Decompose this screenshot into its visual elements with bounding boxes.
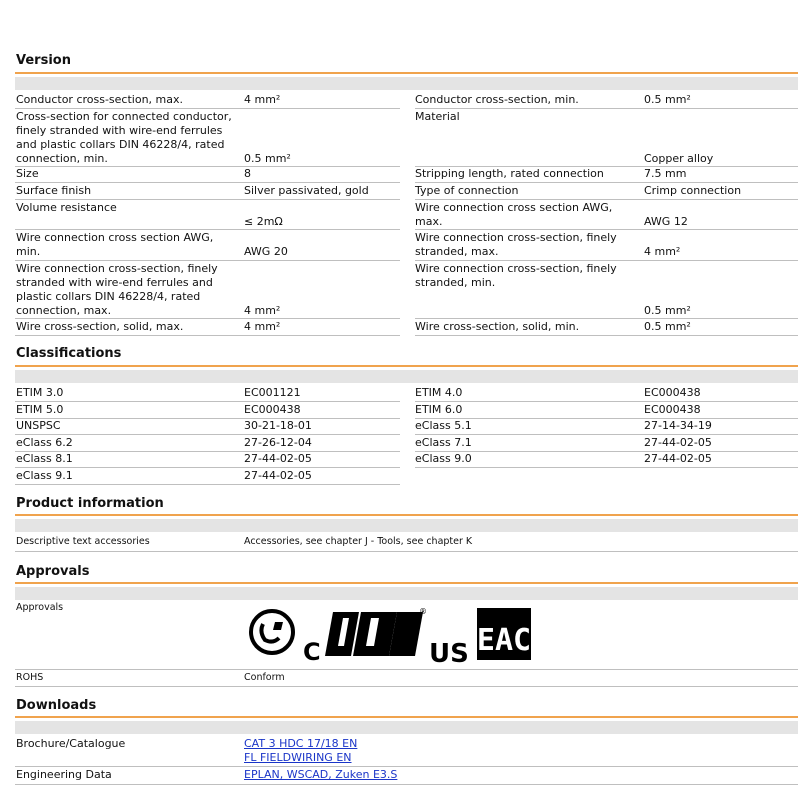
spec-label: Wire connection cross-section, finely stranded with wire-end ferrules and plastic collars DIN 46228/4, rated connection, max. xyxy=(16,262,218,317)
row-divider xyxy=(15,335,400,336)
spec-label: Wire connection cross section AWG, max. xyxy=(415,201,613,228)
section-band xyxy=(15,370,798,383)
row-divider xyxy=(15,199,400,200)
class-label: eClass 7.1 xyxy=(415,436,472,449)
spec-value: Copper alloy xyxy=(644,152,714,165)
row-divider xyxy=(15,551,798,552)
row-divider xyxy=(415,451,798,452)
class-value: EC001121 xyxy=(244,386,301,399)
row-divider xyxy=(415,467,798,468)
spec-value: Crimp connection xyxy=(644,184,742,197)
product-info-value: Accessories, see chapter J - Tools, see chapter K xyxy=(244,536,473,547)
row-divider xyxy=(15,182,400,183)
section-band xyxy=(15,721,798,734)
row-divider xyxy=(415,182,798,183)
spec-value: 0.5 mm² xyxy=(644,304,691,317)
class-value: 27-44-02-05 xyxy=(644,436,712,449)
row-divider xyxy=(415,434,798,435)
row-divider xyxy=(415,401,798,402)
row-divider xyxy=(15,318,400,319)
spec-label: Conductor cross-section, min. xyxy=(415,93,579,106)
class-value: 30-21-18-01 xyxy=(244,419,312,432)
row-divider xyxy=(15,108,400,109)
row-divider xyxy=(15,467,400,468)
spec-label: Material xyxy=(415,110,460,123)
section-band xyxy=(15,587,798,600)
row-divider xyxy=(415,335,798,336)
class-label: eClass 6.2 xyxy=(16,436,73,449)
row-divider xyxy=(15,669,798,670)
row-divider xyxy=(15,229,400,230)
section-rule xyxy=(15,514,798,516)
brochure-link-fieldwiring[interactable]: FL FIELDWIRING EN xyxy=(244,751,352,764)
spec-value: AWG 12 xyxy=(644,215,688,228)
section-band xyxy=(15,77,798,90)
spec-label: Surface finish xyxy=(16,184,92,197)
spec-label: Size xyxy=(16,167,39,180)
section-rule xyxy=(15,365,798,367)
spec-value: 0.5 mm² xyxy=(644,93,691,106)
section-title-approvals: Approvals xyxy=(16,564,90,579)
spec-value: 4 mm² xyxy=(244,320,281,333)
spec-label: Volume resistance xyxy=(16,201,117,214)
class-value: EC000438 xyxy=(244,403,301,416)
row-divider xyxy=(15,766,798,767)
spec-value: 4 mm² xyxy=(644,245,681,258)
row-divider xyxy=(415,260,798,261)
row-divider xyxy=(415,229,798,230)
class-value: EC000438 xyxy=(644,403,701,416)
row-divider xyxy=(415,318,798,319)
row-divider xyxy=(15,451,400,452)
class-label: eClass 9.1 xyxy=(16,469,73,482)
brochure-link-cat3[interactable]: CAT 3 HDC 17/18 EN xyxy=(244,737,358,750)
class-label: ETIM 3.0 xyxy=(16,386,64,399)
section-title-product-information: Product information xyxy=(16,496,164,511)
row-divider xyxy=(415,108,798,109)
eac-logo xyxy=(477,608,531,660)
row-divider xyxy=(15,686,798,687)
row-divider xyxy=(15,434,400,435)
row-divider xyxy=(15,260,400,261)
spec-label: Wire connection cross-section, finely stranded, max. xyxy=(415,231,617,258)
class-value: 27-14-34-19 xyxy=(644,419,712,432)
row-divider xyxy=(15,784,798,785)
spec-label: Wire connection cross section AWG, min. xyxy=(16,231,214,258)
section-band xyxy=(15,519,798,532)
eac-mark: EAC xyxy=(476,623,532,658)
section-rule xyxy=(15,716,798,718)
spec-label: Wire cross-section, solid, max. xyxy=(16,320,184,333)
ul-logo xyxy=(325,612,423,656)
spec-value: 4 mm² xyxy=(244,304,281,317)
spec-value: 4 mm² xyxy=(244,93,281,106)
class-label: ETIM 5.0 xyxy=(16,403,64,416)
ul-us-mark: US xyxy=(429,639,469,669)
row-divider xyxy=(15,166,400,167)
class-label: UNSPSC xyxy=(16,419,61,432)
spec-value: 7.5 mm xyxy=(644,167,687,180)
spec-value: 8 xyxy=(244,167,251,180)
certification-logos-svg xyxy=(247,600,532,670)
spec-value: 0.5 mm² xyxy=(644,320,691,333)
class-label: ETIM 4.0 xyxy=(415,386,463,399)
class-value: 27-44-02-05 xyxy=(244,452,312,465)
section-title-version: Version xyxy=(16,53,71,68)
spec-label: Type of connection xyxy=(415,184,519,197)
class-label: ETIM 6.0 xyxy=(415,403,463,416)
spec-value: Silver passivated, gold xyxy=(244,184,369,197)
class-label: eClass 9.0 xyxy=(415,452,472,465)
engineering-data-link[interactable]: EPLAN, WSCAD, Zuken E3.S xyxy=(244,768,398,781)
class-value: EC000438 xyxy=(644,386,701,399)
row-divider xyxy=(15,418,400,419)
spec-label: Cross-section for connected conductor, finely stranded with wire-end ferrules and plastic collars DIN 46228/4, rated connection, min. xyxy=(16,110,232,165)
row-divider xyxy=(415,418,798,419)
class-value: 27-44-02-05 xyxy=(244,469,312,482)
section-rule xyxy=(15,72,798,74)
spec-label: Conductor cross-section, max. xyxy=(16,93,184,106)
class-label: eClass 8.1 xyxy=(16,452,73,465)
rohs-label: ROHS xyxy=(16,672,44,683)
certification-logos xyxy=(247,600,532,670)
spec-label: Stripping length, rated connection xyxy=(415,167,604,180)
ul-registered-mark: ® xyxy=(419,607,427,616)
datasheet-page xyxy=(15,0,798,800)
class-value: 27-44-02-05 xyxy=(644,452,712,465)
spec-value: AWG 20 xyxy=(244,245,288,258)
spec-value: 0.5 mm² xyxy=(244,152,291,165)
row-divider xyxy=(15,401,400,402)
class-value: 27-26-12-04 xyxy=(244,436,312,449)
class-label: eClass 5.1 xyxy=(415,419,472,432)
section-title-downloads: Downloads xyxy=(16,698,97,713)
csa-logo xyxy=(251,611,293,653)
csa-c-mark: C xyxy=(303,638,321,666)
row-divider xyxy=(15,484,400,485)
section-rule xyxy=(15,582,798,584)
spec-label: Wire connection cross-section, finely stranded, min. xyxy=(415,262,617,289)
row-divider xyxy=(415,199,798,200)
section-title-classifications: Classifications xyxy=(16,346,122,361)
product-info-label: Descriptive text accessories xyxy=(16,536,150,547)
rohs-value: Conform xyxy=(244,672,285,683)
approvals-label: Approvals xyxy=(16,602,64,613)
engineering-label: Engineering Data xyxy=(16,768,112,781)
spec-label: Wire cross-section, solid, min. xyxy=(415,320,580,333)
brochure-label: Brochure/Catalogue xyxy=(16,737,126,750)
spec-value: ≤ 2mΩ xyxy=(244,215,283,228)
